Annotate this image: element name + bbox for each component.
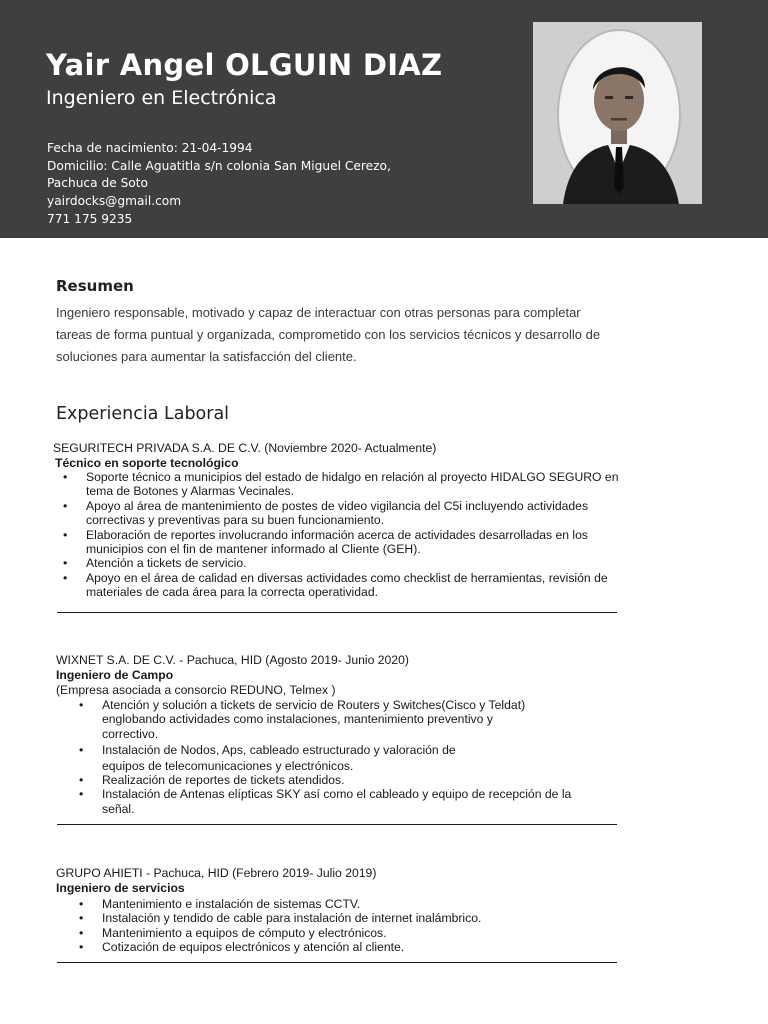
divider (57, 612, 617, 613)
address-line-1: Domicilio: Calle Aguatitla s/n colonia San Miguel Cerezo, (47, 158, 391, 173)
header-banner (0, 0, 768, 238)
profile-photo (533, 22, 702, 204)
job-title: Ingeniero de servicios (56, 881, 185, 895)
contact-info (47, 140, 391, 229)
person-name: Yair Angel OLGUIN DIAZ (46, 48, 443, 82)
email: yairdocks@gmail.com (47, 194, 182, 209)
divider (57, 824, 617, 825)
profession-title: Ingeniero en Electrónica (46, 87, 277, 109)
list-item: • Cotización de equipos electrónicos y atención al cliente. (102, 940, 666, 954)
list-item: • Apoyo al área de mantenimiento de postes de video vigilancia del C5i incluyendo actividades correctivas y preventivas para su buen funcionamiento. (86, 499, 663, 528)
job-duties (56, 897, 666, 955)
list-item: • Elaboración de reportes involucrando información acerca de actividades desarrolladas en los municipios con el fin de mantener informado al Cliente (GEH). (86, 528, 663, 557)
job-entry-seguritech (53, 441, 663, 600)
job-duties (56, 698, 666, 816)
summary-line: soluciones para aumentar la satisfacción del cliente. (56, 349, 357, 364)
company-line: GRUPO AHIETI - Pachuca, HID (Febrero 2019- Julio 2019) (56, 866, 377, 880)
job-entry-grupo-ahieti (56, 866, 666, 955)
list-item: • Instalación de Nodos, Aps, cableado estructurado y valoración de equipos de telecomunicaciones y electrónicos. (102, 743, 666, 773)
list-item: • Realización de reportes de tickets atendidos. (102, 773, 666, 787)
job-duties (53, 470, 663, 600)
list-item: • Instalación de Antenas elípticas SKY así como el cableado y equipo de recepción de la señal. (102, 787, 666, 816)
list-item: • Soporte técnico a municipios del estado de hidalgo en relación al proyecto HIDALGO SEGURO en tema de Botones y Alarmas Vecinales. (86, 470, 663, 499)
address-line-2: Pachuca de Soto (47, 176, 148, 191)
list-item: • Mantenimiento e instalación de sistemas CCTV. (102, 897, 666, 911)
list-item: • Atención y solución a tickets de servicio de Routers y Switches(Cisco y Teldat) englobando actividades como instalaciones, mantenimiento preventivo y correctivo. (102, 698, 666, 741)
company-note: (Empresa asociada a consorcio REDUNO, Telmex ) (56, 683, 336, 697)
summary-line: Ingeniero responsable, motivado y capaz de interactuar con otras personas para completar (56, 305, 581, 320)
summary-text (56, 302, 656, 368)
summary-line: tareas de forma puntual y organizada, comprometido con los servicios técnicos y desarrollo de (56, 327, 601, 342)
list-item: • Apoyo en el área de calidad en diversas actividades como checklist de herramientas, revisión de materiales de cada área para la correcta operatividad. (86, 571, 663, 600)
summary-heading: Resumen (56, 277, 134, 295)
list-item: • Atención a tickets de servicio. (86, 556, 663, 570)
phone: 771 175 9235 (47, 211, 133, 226)
birth-date: Fecha de nacimiento: 21-04-1994 (47, 141, 253, 155)
experience-heading: Experiencia Laboral (56, 404, 230, 424)
company-line: SEGURITECH PRIVADA S.A. DE C.V. (Noviembre 2020- Actualmente) (53, 441, 437, 455)
job-title: Técnico en soporte tecnológico (55, 456, 239, 470)
job-entry-wixnet (56, 653, 666, 816)
list-item: • Instalación y tendido de cable para instalación de internet inalámbrico. (102, 911, 666, 925)
list-item: • Mantenimiento a equipos de cómputo y electrónicos. (102, 926, 666, 940)
divider (57, 962, 617, 963)
job-title: Ingeniero de Campo (56, 668, 174, 682)
company-line: WIXNET S.A. DE C.V. - Pachuca, HID (Agosto 2019- Junio 2020) (56, 653, 409, 667)
